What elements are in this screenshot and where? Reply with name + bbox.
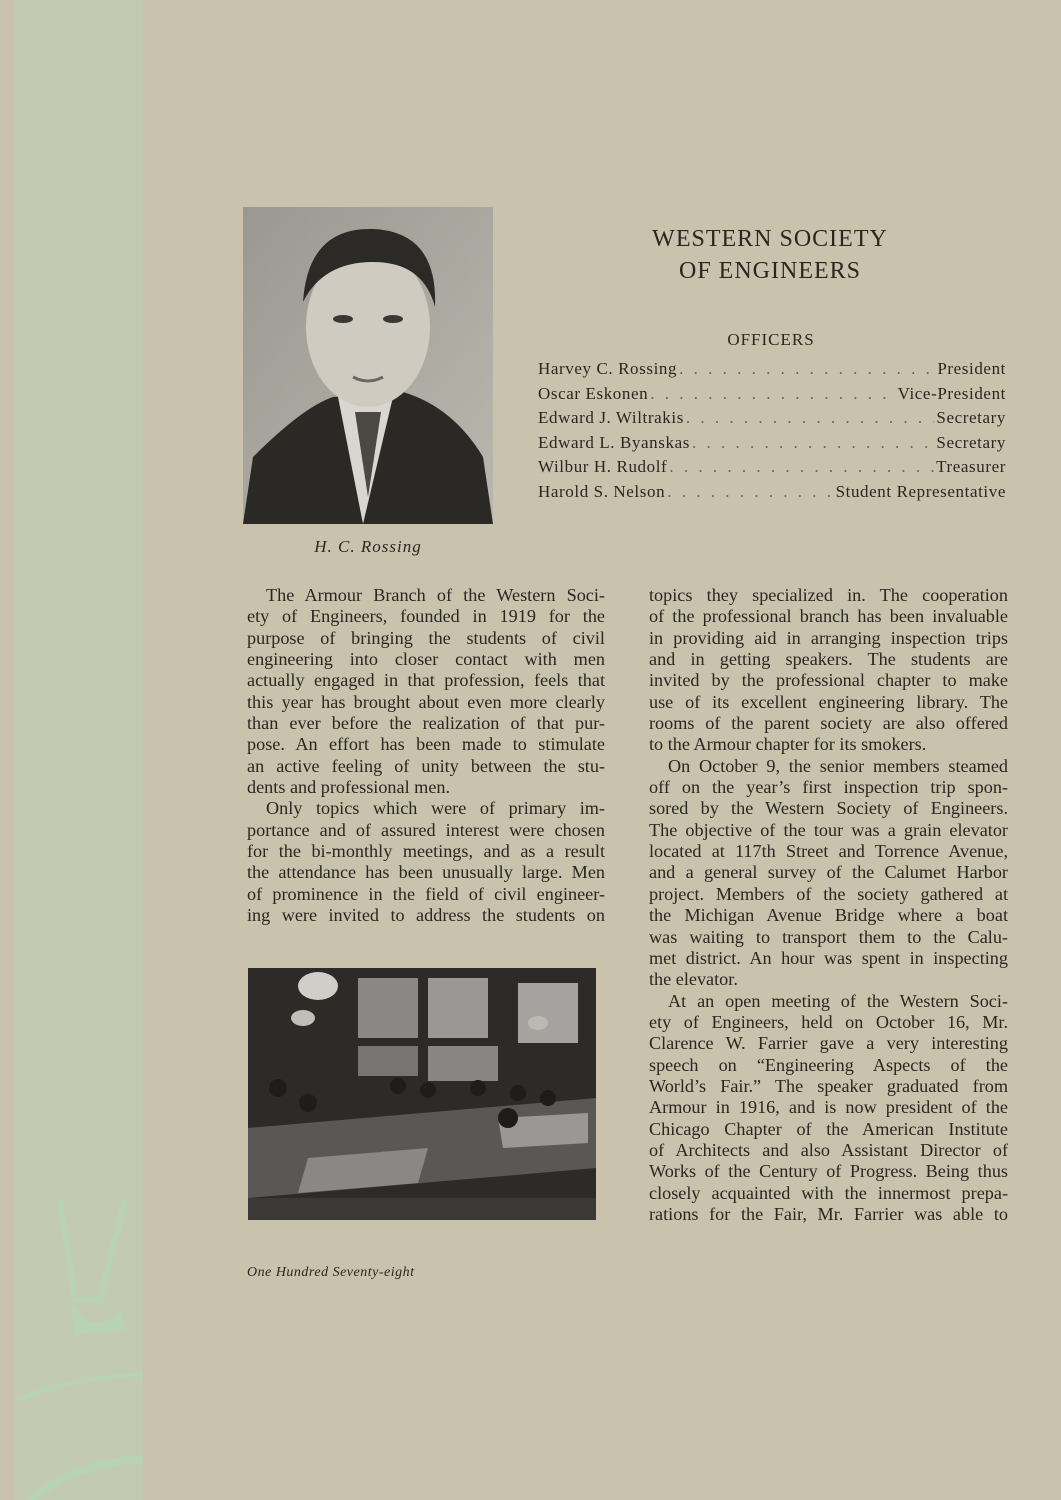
text-line: Only topics which were of primary im- [266,798,605,819]
text-line: met district. An hour was spent in inspecting [649,947,1008,968]
dot-leader [667,482,833,502]
officer-name: Oscar Eskonen [538,383,649,403]
officer-row [538,408,1006,433]
text-line: Clarence W. Farrier gave a very interesting [649,1033,1008,1054]
text-line: The Armour Branch of the Western Soci- [266,585,605,605]
text-line: the attendance has been unusually large. Men [247,862,605,883]
text-line: closely acquainted with the innermost prepa- [649,1182,1008,1203]
text-line: actually engaged in that profession, feels that [247,670,605,691]
officer-role: Treasurer [936,457,1006,477]
text-line: invited by the professional chapter to make [649,670,1008,691]
dot-leader [650,384,895,404]
officer-row [538,457,1006,482]
officer-row [538,482,1006,507]
text-line: purpose of bringing the students of civil [247,627,605,648]
text-line: ety of Engineers, held on October 16, Mr. [649,1011,1008,1032]
text-line: in providing aid in arranging inspection trips [649,627,1008,648]
text-line: of prominence in the field of civil engineer- [247,883,605,904]
dot-leader [686,408,935,428]
officer-name: Harold S. Nelson [538,481,666,501]
text-line: Works of the Century of Progress. Being thus [649,1161,1008,1182]
title-line-1: WESTERN SOCIETY [652,226,888,252]
text-line: this year has brought about even more clearly [247,691,605,712]
text-line: and a general survey of the Calumet Harbor [649,862,1008,883]
text-line: ety of Engineers, founded in 1919 for the [247,606,605,627]
text-line: the Michigan Avenue Bridge where a boat [649,905,1008,926]
officer-row [538,433,1006,458]
text-line: an active feeling of unity between the stu- [247,755,605,776]
text-line: for the bi-monthly meetings, and as a result [247,841,605,862]
text-line: dents and professional men. [247,777,451,798]
text-line: ing were invited to address the students on [247,905,605,926]
page-number-footer: One Hundred Seventy-eight [247,1265,415,1280]
officer-name: Harvey C. Rossing [538,359,678,378]
dot-leader [679,359,935,379]
text-line: engineering into closer contact with men [247,649,605,670]
officer-role: Vice-President [897,383,1006,403]
text-line: located at 117th Street and Torrence Avenue, [649,841,1008,862]
officer-role: Student Representative [835,481,1006,501]
officer-name: Edward J. Wiltrakis [538,408,684,428]
text-line: was waiting to transport them to the Calu- [649,926,1008,947]
text-line: World’s Fair.” The speaker graduated from [649,1075,1008,1096]
officer-name: Wilbur H. Rudolf [538,457,668,477]
text-line: to the Armour chapter for its smokers. [649,734,927,755]
text-line: At an open meeting of the Western Soci- [668,990,1008,1011]
text-line: rooms of the parent society are also offered [649,713,1008,734]
text-line: use of its excellent engineering library. The [649,691,1008,712]
text-line: The objective of the tour was a grain elevator [649,819,1008,840]
text-line: sored by the Western Society of Engineers. [649,798,1008,819]
text-line: On October 9, the senior members steamed [668,755,1008,776]
text-line: of the professional branch has been invaluable [649,606,1008,627]
drafting-room-group-photo [248,968,596,1220]
officer-role: Secretary [936,408,1006,428]
text-line: rations for the Fair, Mr. Farrier was able to [649,1203,1008,1224]
text-line: Armour in 1916, and is now president of the [649,1097,1008,1118]
text-line: Chicago Chapter of the American Institute [649,1118,1008,1139]
text-line: portance and of assured interest were chosen [247,819,605,840]
text-line: project. Members of the society gathered at [649,883,1008,904]
officer-row [538,359,1006,384]
text-line: the elevator. [649,969,738,990]
text-line: and in getting speakers. The students are [649,649,1008,670]
right-column-text [649,585,1008,1225]
title-line-2: OF ENGINEERS [678,258,861,284]
officer-name: Edward L. Byanskas [538,432,690,452]
portrait-photo [243,207,493,524]
text-line: off on the year’s first inspection trip spon- [649,777,1008,798]
left-column-text [247,585,605,927]
dot-leader [669,457,934,477]
officer-role: Secretary [936,432,1006,452]
text-line: speech on “Engineering Aspects of the [649,1054,1008,1075]
officers-list [538,359,1006,507]
officers-heading: OFFICERS [727,330,815,349]
portrait-caption: H. C. Rossing [314,537,422,556]
text-line: topics they specialized in. The cooperation [649,585,1008,605]
officer-row [538,384,1006,409]
decorative-border-art [0,0,150,1500]
text-line: of Architects and also Assistant Director of [649,1139,1008,1160]
dot-leader [692,433,934,453]
officer-role: President [937,359,1006,378]
page-title [560,223,980,287]
text-line: than ever before the realization of that pur- [247,713,605,734]
text-line: pose. An effort has been made to stimulate [247,734,605,755]
